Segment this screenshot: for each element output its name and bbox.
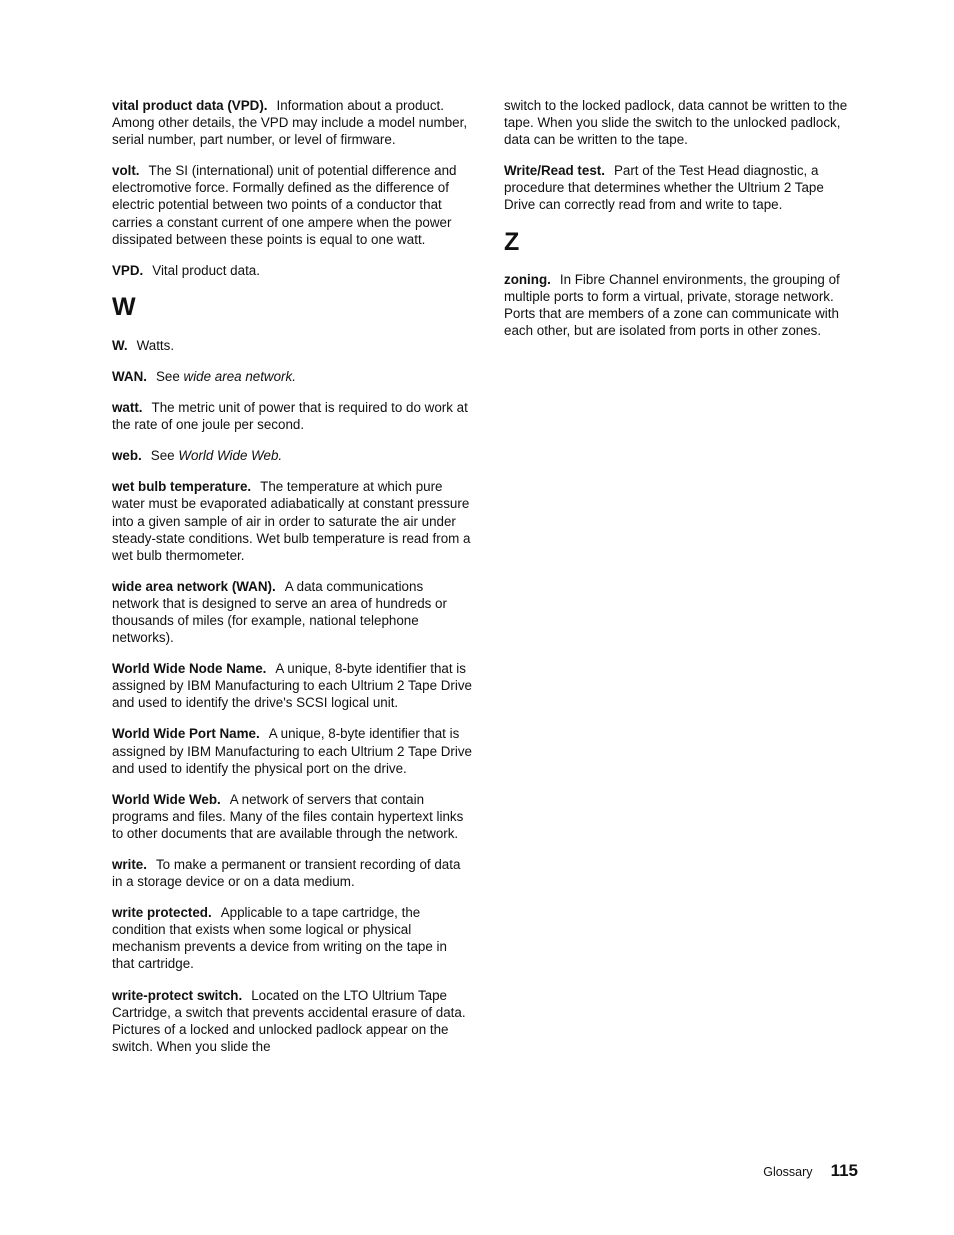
entry-definition: A data communications network that is designed to serve an area of hundreds or thousands of miles (for example, national telephone networks). <box>112 578 447 646</box>
entry-term: write-protect switch. <box>112 987 243 1003</box>
glossary-entry-vpd <box>112 262 472 279</box>
section-letter-z: Z <box>504 227 520 256</box>
entry-definition: switch to the locked padlock, data cannot be written to the tape. When you slide the switch to the unlocked padlock, data can be written to the tape. <box>504 98 848 148</box>
footer-section-title: Glossary <box>763 1165 813 1179</box>
entry-term: World Wide Port Name. <box>112 726 260 742</box>
see-label: See <box>150 448 175 464</box>
entry-term: vital product data (VPD). <box>112 98 268 113</box>
entry-definition: A network of servers that contain programs and files. Many of the files contain hypertext links to other documents that are available through the network. <box>112 791 464 841</box>
glossary-entry-write <box>112 856 472 890</box>
entry-term: WAN. <box>112 368 147 384</box>
entry-term: VPD. <box>112 262 144 278</box>
cross-reference: World Wide Web. <box>178 448 283 464</box>
glossary-entry-write-protected <box>112 904 472 972</box>
entry-term: Write/Read test. <box>504 163 605 179</box>
page-footer <box>763 1161 858 1181</box>
entry-term: watt. <box>112 400 143 416</box>
entry-definition: The temperature at which pure water must be evaporated adiabatically at constant pressure into a given sample of air in order to saturate the air under steady-state conditions. Wet bulb temperature is read from a wet bulb thermometer. <box>112 479 471 563</box>
entry-definition: In Fibre Channel environments, the grouping of multiple ports to form a virtual, private, storage network. Ports that are members of a zone can communicate with each other, but are isolated from ports in other zones. <box>504 271 840 338</box>
entry-definition: Applicable to a tape cartridge, the condition that exists when some logical or physical mechanism prevents a device from writing on the tape in that cartridge. <box>112 905 447 972</box>
entry-term: zoning. <box>504 271 551 287</box>
entry-definition <box>156 369 296 384</box>
entry-term: web. <box>112 448 142 464</box>
entry-definition: A unique, 8-byte identifier that is assigned by IBM Manufacturing to each Ultrium 2 Tape Drive and used to identify the physical port on the drive. <box>112 726 472 776</box>
glossary-entry-continuation <box>504 97 854 148</box>
entry-definition: Part of the Test Head diagnostic, a procedure that determines whether the Ultrium 2 Tape Drive can correctly read from and write to tape. <box>504 163 824 213</box>
entry-definition: Vital product data. <box>152 262 260 278</box>
glossary-entry-wan <box>112 368 472 385</box>
glossary-entry-world-wide-port-name <box>112 725 472 776</box>
cross-reference: wide area network. <box>183 368 296 384</box>
entry-definition: To make a permanent or transient recording of data in a storage device or on a data medium. <box>112 857 461 890</box>
see-label: See <box>155 368 180 384</box>
glossary-entry-zoning <box>504 271 854 339</box>
entry-definition: Located on the LTO Ultrium Tape Cartridge, a switch that prevents accidental erasure of data. Pictures of a locked and unlocked padlock appear on the switch. When you slide the <box>112 987 466 1054</box>
entry-term: World Wide Node Name. <box>112 661 267 677</box>
section-letter-w: W <box>112 292 136 321</box>
page-number: 115 <box>830 1161 858 1180</box>
entry-term: write protected. <box>112 905 212 921</box>
entry-definition: A unique, 8-byte identifier that is assigned by IBM Manufacturing to each Ultrium 2 Tape Drive and used to identify the drive's SCSI logical unit. <box>112 661 472 711</box>
entry-definition: Information about a product. Among other details, the VPD may include a model number, serial number, part number, or level of firmware. <box>112 98 468 148</box>
glossary-entry-world-wide-node-name <box>112 660 472 711</box>
glossary-entry-vital-product-data <box>112 97 472 148</box>
glossary-entry-wide-area-network <box>112 578 472 646</box>
glossary-entry-w <box>112 337 472 354</box>
entry-term: write. <box>112 857 147 872</box>
glossary-entry-wet-bulb-temperature <box>112 478 472 563</box>
glossary-entry-write-read-test <box>504 162 854 213</box>
entry-definition: The metric unit of power that is required to do work at the rate of one joule per second. <box>112 400 468 433</box>
entry-definition <box>151 448 282 463</box>
entry-term: volt. <box>112 163 140 179</box>
entry-term: World Wide Web. <box>112 791 221 807</box>
entry-term: wide area network (WAN). <box>112 578 276 594</box>
entry-term: wet bulb temperature. <box>112 479 252 495</box>
entry-term: W. <box>112 337 128 353</box>
glossary-entry-web <box>112 447 472 464</box>
glossary-entry-world-wide-web <box>112 791 472 842</box>
entry-definition: The SI (international) unit of potential difference and electromotive force. Formally defined as the difference of electric potential between two points of a conductor that carries a constant current of one ampere when the power dissipated between these points is equal to one watt. <box>112 163 457 247</box>
entry-definition: Watts. <box>136 337 175 353</box>
glossary-entry-watt <box>112 399 472 433</box>
left-column <box>112 97 472 1069</box>
right-column <box>504 97 854 353</box>
glossary-entry-volt <box>112 162 472 247</box>
glossary-entry-write-protect-switch <box>112 987 472 1055</box>
